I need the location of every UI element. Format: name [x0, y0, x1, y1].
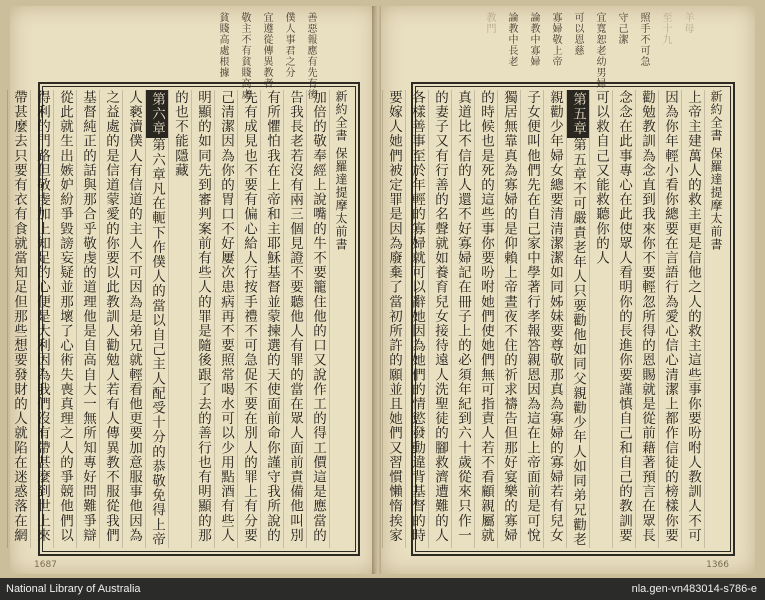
text-column: 有所懼怕我在上帝和主耶穌基督並蒙揀選的天使面前命你謹守我所說的 — [260, 90, 283, 548]
section-title: 保羅達提摩太前書 — [334, 146, 348, 251]
chapter-marker: 第五章 — [567, 90, 589, 138]
book-title: 新約全書 — [709, 90, 723, 142]
text-column: 勸勉教訓為念直到我來你不要輕忽所得的恩賜就是從前藉著預言在眾長 — [635, 90, 658, 548]
text-column: 念念在此事專心在此使眾人看明你的長進你要謹慎自己和自己的教訓要 — [612, 90, 635, 548]
chapter-text: 第五章不可嚴責老年人只要勸他如同父親勸少年人如同弟兄勸老 — [570, 137, 586, 547]
text-column: 基督純正的話與那合乎敬虔的道理他是自高自大一無所知專好問難爭辯 — [76, 90, 99, 548]
text-column: 親勸少年婦女總要清清潔潔如同姊妹要尊敬那真為寡婦的寡婦若有兒女 — [543, 90, 566, 548]
chapter-marker: 第六章 — [146, 90, 168, 138]
left-running-header — [329, 90, 352, 548]
right-running-header — [704, 90, 727, 548]
archive-stamp: 1687 — [34, 560, 57, 570]
right-text-columns — [386, 90, 727, 548]
text-column: 明顯的如同先到審判案前有些人的罪是隨後跟了去的善行也有明顯的那 — [191, 90, 214, 548]
text-column: 之益處的是信道蒙愛的你要以此教訓人勸勉人若有人傳異教不服從我們 — [99, 90, 122, 548]
faint-margin-note: 教門 — [484, 12, 495, 34]
text-column: 的妻子又有行善的名聲就如養育兒女接待遠人洗聖徒的腳救濟遭難的人 — [428, 90, 451, 548]
library-credit: National Library of Australia — [6, 583, 141, 595]
text-column: 可以救自己又能救聽你的人 — [589, 90, 612, 548]
margin-note: 僕人事君之分 — [283, 12, 294, 78]
text-column: 子女便叫他們先在自己家中學著行孝報答親恩因為這在上帝面前是可悅 — [520, 90, 543, 548]
margin-note: 善惡報應有先有後 — [305, 12, 316, 100]
chapter-start-column — [566, 90, 589, 548]
text-column: 帶甚麼去只要有衣有食就當知足但那些想要發財的人就陷在迷惑落在網 — [7, 90, 30, 548]
text-column: 得利的門路但敬虔加上知足的心便是大利因為我們沒有帶甚麼到世上來 — [30, 90, 53, 548]
book-title: 新約全書 — [334, 90, 348, 142]
margin-note: 寡婦敬上帝 — [550, 12, 561, 67]
chapter-label — [329, 240, 330, 548]
chapter-text: 第六章凡在軛下作僕人的當以自己主人配受十分的恭敬免得上帝 — [149, 137, 165, 547]
left-text-columns — [11, 90, 352, 548]
left-page — [10, 6, 376, 574]
chapter-start-column — [145, 90, 168, 548]
margin-note: 守己潔 — [616, 12, 627, 45]
margin-note: 論教中寡婦 — [528, 12, 539, 67]
text-column: 的時候也是死的這些事你要吩咐她們使她們無可指責人若不看顧親屬就 — [474, 90, 497, 548]
margin-note: 可以恩慈 — [572, 12, 583, 56]
margin-note: 敬主不有貧賤高處 — [239, 12, 250, 100]
left-page-margin-notes — [76, 12, 316, 100]
margin-note: 貧賤高處根據 — [217, 12, 228, 78]
right-page — [381, 6, 755, 574]
text-column: 獨居無靠真為寡婦的是仰賴上帝晝夜不住的祈求禱告但那好宴樂的寡婦 — [497, 90, 520, 548]
text-column: 加倍的敬奉經上說嘴的牛不要籠住他的口又說作工的得工價這是應當的 — [306, 90, 329, 548]
viewer-footer — [0, 578, 765, 600]
margin-note: 論教中長老 — [506, 12, 517, 67]
text-column: 先有成見也不要有偏心給人行按手禮不可急促不要在別人的罪上有分要 — [237, 90, 260, 548]
text-column: 告我長老若沒有兩三個見證不要聽他人有罪的當在眾人面前責備他叫別 — [283, 90, 306, 548]
text-column: 己清潔因為你的胃口不好屢次患病再不要照常喝水可以少用點酒有些人 — [214, 90, 237, 548]
text-column: 上帝主建萬人的救主更是信他之人的救主這些事你要吩咐人教訓人不可 — [681, 90, 704, 548]
text-column: 從此就生出嫉妒紛爭毀謗妄疑並那壞了心術失喪真理之人的爭競他們以 — [53, 90, 76, 548]
section-title: 保羅達提摩太前書 — [709, 146, 723, 251]
text-column: 因為你年輕小看你總要在言語行為愛心信心清潔上都作信徒的榜樣你要 — [658, 90, 681, 548]
right-page-margin-notes — [393, 12, 693, 89]
text-column: 各樣善事至於年輕的寡婦就可以辭她因為她們的情慾發動違背基督的時 — [405, 90, 428, 548]
text-column: 要嫁人她們被定罪是因為廢棄了當初所許的願並且她們又習慣懶惰挨家 — [382, 90, 405, 548]
image-identifier: nla.gen-vn483014-s786-e — [631, 583, 757, 595]
chapter-label — [704, 240, 705, 548]
margin-note: 宜遵從傳異教者 — [261, 12, 272, 89]
margin-note: 宜寬恕老幼男婦 — [594, 12, 605, 89]
text-column: 人褻瀆僕人有信道的主人不可因為是弟兄就輕看他更要加意服事他因為 — [122, 90, 145, 548]
margin-note: 照手不可急 — [638, 12, 649, 67]
archive-stamp: 1366 — [706, 560, 729, 570]
faint-margin-note: 至十九 — [660, 12, 671, 45]
text-column: 真道比不信的人還不好寡婦記在冊子上的必須年紀到六十歲從來只作一 — [451, 90, 474, 548]
left-text-frame — [11, 82, 360, 556]
text-column: 的也不能隱藏 — [168, 90, 191, 548]
faint-margin-note: 羊母 — [682, 12, 693, 34]
right-text-frame — [386, 82, 735, 556]
